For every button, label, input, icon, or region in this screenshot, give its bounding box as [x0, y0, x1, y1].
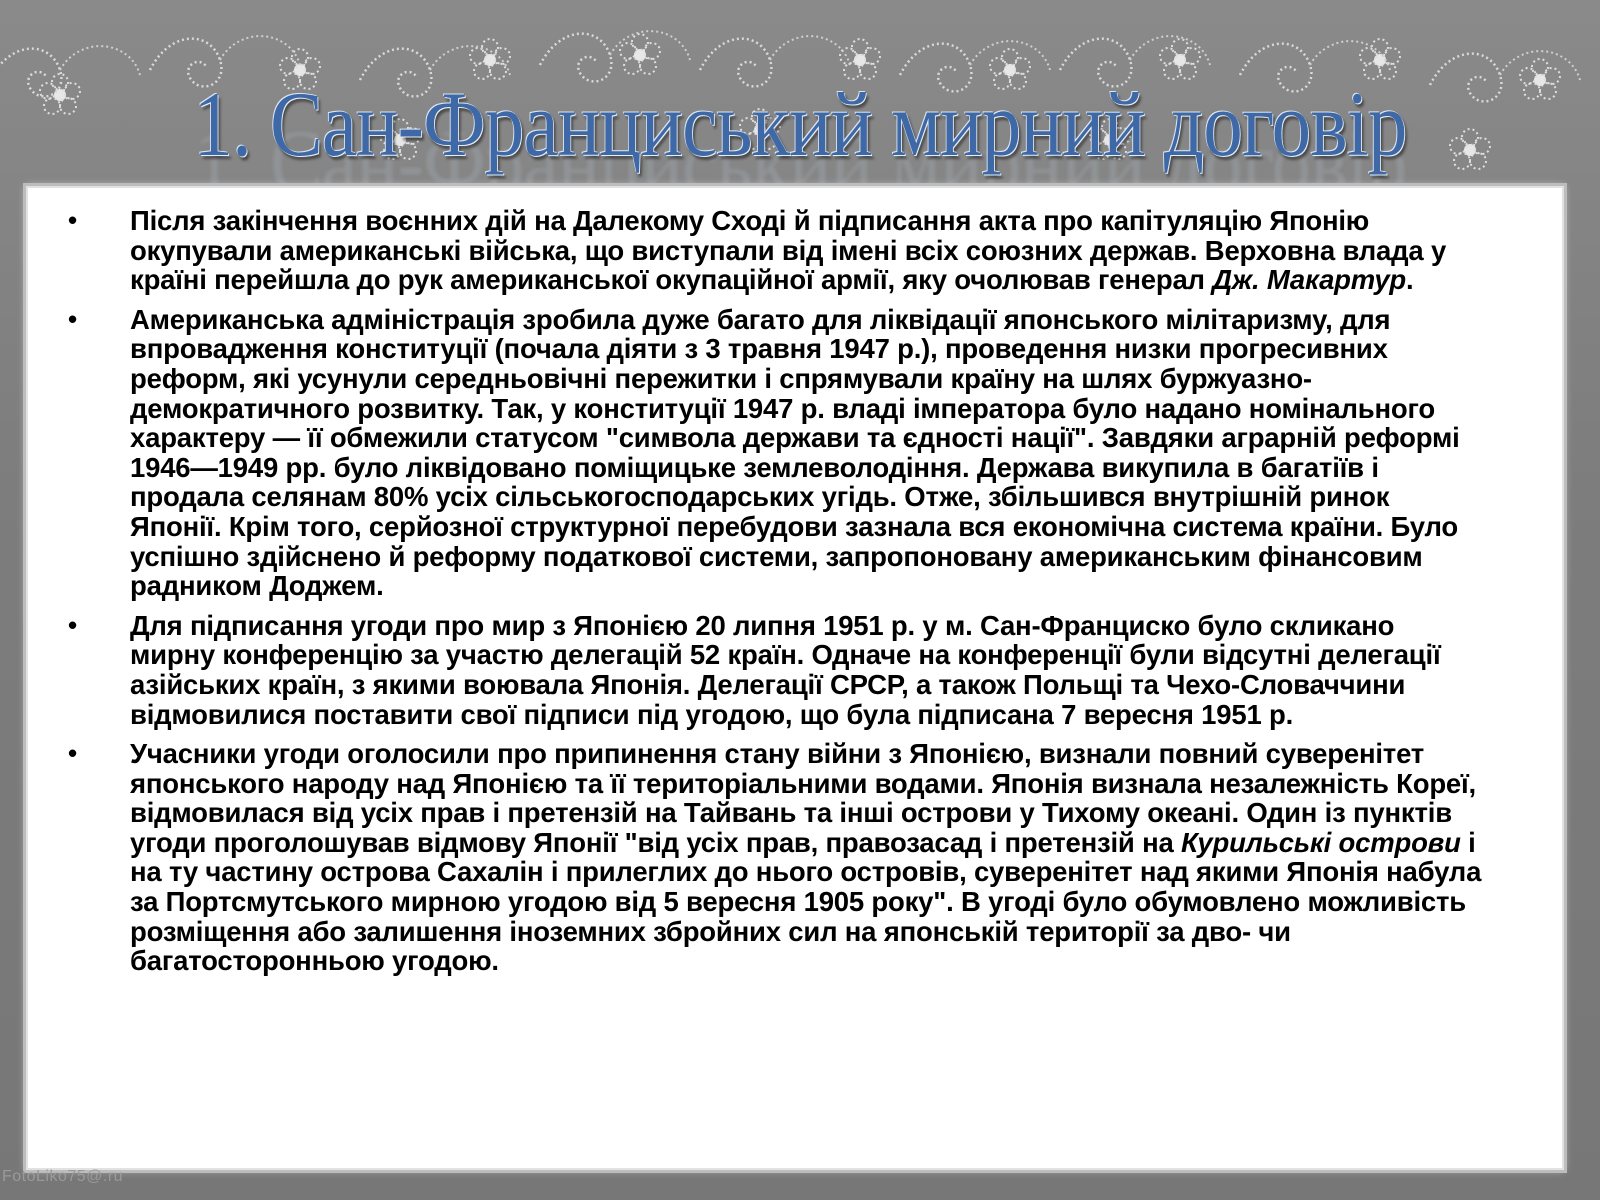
bullet-item-2	[0, 305, 1600, 601]
bullet-marker: •	[68, 303, 77, 334]
slide-title: 1. Сан-Франциський мирний договір	[193, 73, 1407, 175]
bullet-item-4	[0, 739, 1600, 976]
bullet-list	[0, 206, 1600, 986]
bullet-marker: •	[68, 738, 77, 769]
bullet-marker: •	[68, 609, 77, 640]
bullet-text: Для підписання угоди про мир з Японією 20 липня 1951 р. у м. Сан-Франциско було скликано мирну конференцію за участю делегацій 52 країн. Одначе на конференції були відсутні делегації азійських країн, з якими воювала Японія. Делегації СРСР, а також Польщі та Чехо-Словаччини відмовилися поставити свої підписи під угодою, що була підписана 7 вересня 1951 р.	[130, 609, 1441, 730]
watermark: FotoLiko75@.ru	[2, 1168, 124, 1185]
bullet-text: .	[1406, 264, 1414, 296]
bullet-item-3	[0, 611, 1600, 729]
bullet-text-italic: Дж. Макартур	[1212, 264, 1407, 296]
bullet-text-italic: Курильські острови	[1181, 826, 1461, 858]
bullet-item-1	[0, 206, 1600, 295]
bullet-text: і на ту частину острова Сахалін і прилеглих до нього островів, суверенітет над якими Японія набула за Портсмутського мирною угодою від 5 вересня 1905 року". В угоді було обумовлено можливість розміщення або залишення іноземних збройних сил на японській території за дво- чи багатосторонньою угодою.	[130, 826, 1482, 977]
bullet-marker: •	[68, 205, 77, 235]
bullet-text: Американська адміністрація зробила дуже багато для ліквідації японського мілітаризму, для впровадження конституції (почала діяти з 3 травня 1947 р.), проведення низки прогресивних реформ, які усунули середньовічні пережитки і спрямували країну на шлях буржуазно-демократичного розвитку. Так, у конституції 1947 р. владі імператора було надано номінального характеру — її обмежили статусом "символа держави та єдності нації". Завдяки аграрній реформі 1946—1949 рр. було ліквідовано поміщицьке землеволодіння. Держава викупила в багатіїв і продала селянам 80% усіх сільськогосподарських угідь. Отже, збільшився внутрішній ринок Японії. Крім того, серйозної структурної перебудови зазнала вся економічна система країни. Було успішно здійснено й реформу податкової системи, запропоновану американським фінансовим радником Доджем.	[130, 303, 1460, 602]
bullet-text: Після закінчення воєнних дій на Далекому Сході й підписання акта про капітуляцію Японію окупували американські війська, що виступали від імені всіх союзних держав. Верховна влада у країні перейшла до рук американської окупаційної армії, яку очолював генерал	[130, 205, 1447, 296]
bullet-text: Учасники угоди оголосили про припинення стану війни з Японією, визнали повний суверенітет японського народу над Японією та її територіальними водами. Японія визнала незалежність Кореї, відмовилася від усіх прав і претензій на Тайвань та інші острови у Тихому океані. Один із пунктів угоди проголошував відмову Японії "від усіх прав, правозасад і претензій на	[130, 738, 1476, 858]
